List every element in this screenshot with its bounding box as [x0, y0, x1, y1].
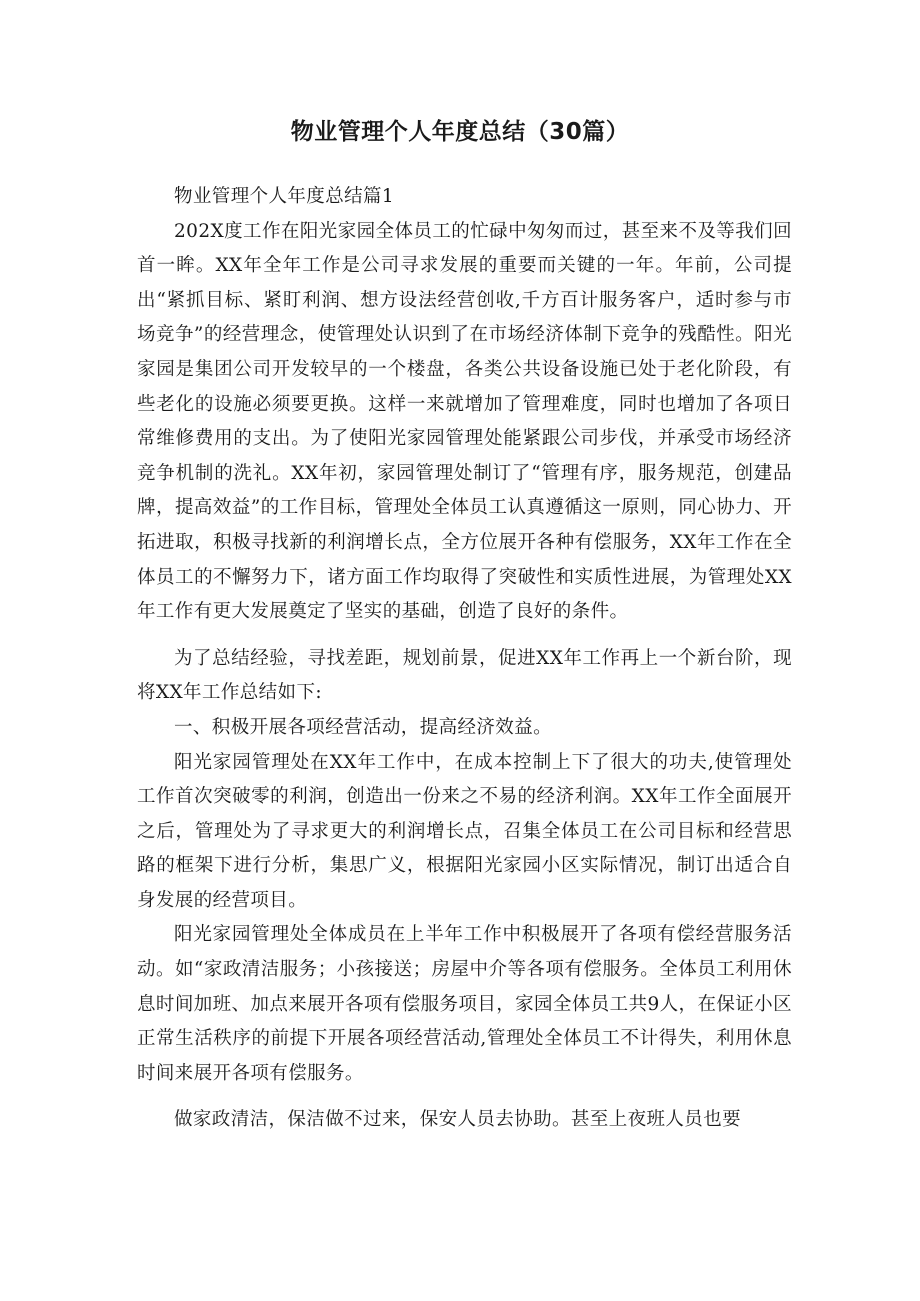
document-title: 物业管理个人年度总结（30篇） [290, 119, 630, 145]
subheading: 一、积极开展各项经营活动，提高经济效益。 [174, 716, 553, 738]
paragraph: 做家政清洁，保洁做不过来，保安人员去协助。甚至上夜班人员也要 [174, 1109, 742, 1131]
paragraph: 为了总结经验，寻找差距，规划前景，促进XX年工作再上一个新台阶，现将XX年工作总结如下: [137, 647, 792, 704]
paragraph: 阳光家园管理处全体成员在上半年工作中积极展开了各项有偿经营服务活动。如“家政清洁服务；小孩接送；房屋中介等各项有偿服务。全体员工利用休息时间加班、加点来展开各项有偿服务项目，家园全体员工共9人，在保证小区正常生活秩序的前提下开展各项经营活动,管理处全体员工不计得失，利用休息时间来展开各项有偿服务。 [137, 924, 792, 1084]
paragraph: 阳光家园管理处在XX年工作中，在成本控制上下了很大的功夫,使管理处工作首次突破零的利润，创造出一份来之不易的经济利润。XX年工作全面展开之后，管理处为了寻求更大的利润增长点，召集全体员工在公司目标和经营思路的框架下进行分析，集思广义，根据阳光家园小区实际情况，制订出适合自身发展的经营项目。 [137, 751, 792, 911]
section-heading: 物业管理个人年度总结篇1 [174, 186, 395, 207]
document-body [137, 180, 792, 1138]
paragraph: 202X度工作在阳光家园全体员工的忙碌中匆匆而过，甚至来不及等我们回首一眸。XX年全年工作是公司寻求发展的重要而关键的一年。年前，公司提出“紧抓目标、紧盯利润、想方设法经营创收,千方百计服务客户，适时参与市场竞争”的经营理念，使管理处认识到了在市场经济体制下竞争的残酷性。阳光家园是集团公司开发较早的一个楼盘，各类公共设备设施已处于老化阶段，有些老化的设施必须要更换。这样一来就增加了管理难度，同时也增加了各项日常维修费用的支出。为了使阳光家园管理处能紧跟公司步伐，并承受市场经济竞争机制的洗礼。XX年初，家园管理处制订了“管理有序，服务规范，创建品牌，提高效益”的工作目标，管理处全体员工认真遵循这一原则，同心协力、开拓进取，积极寻找新的利润增长点，全方位展开各种有偿服务，XX年工作在全体员工的不懈努力下，诸方面工作均取得了突破性和实质性进展，为管理处XX年工作有更大发展奠定了坚实的基础，创造了良好的条件。 [137, 220, 792, 623]
